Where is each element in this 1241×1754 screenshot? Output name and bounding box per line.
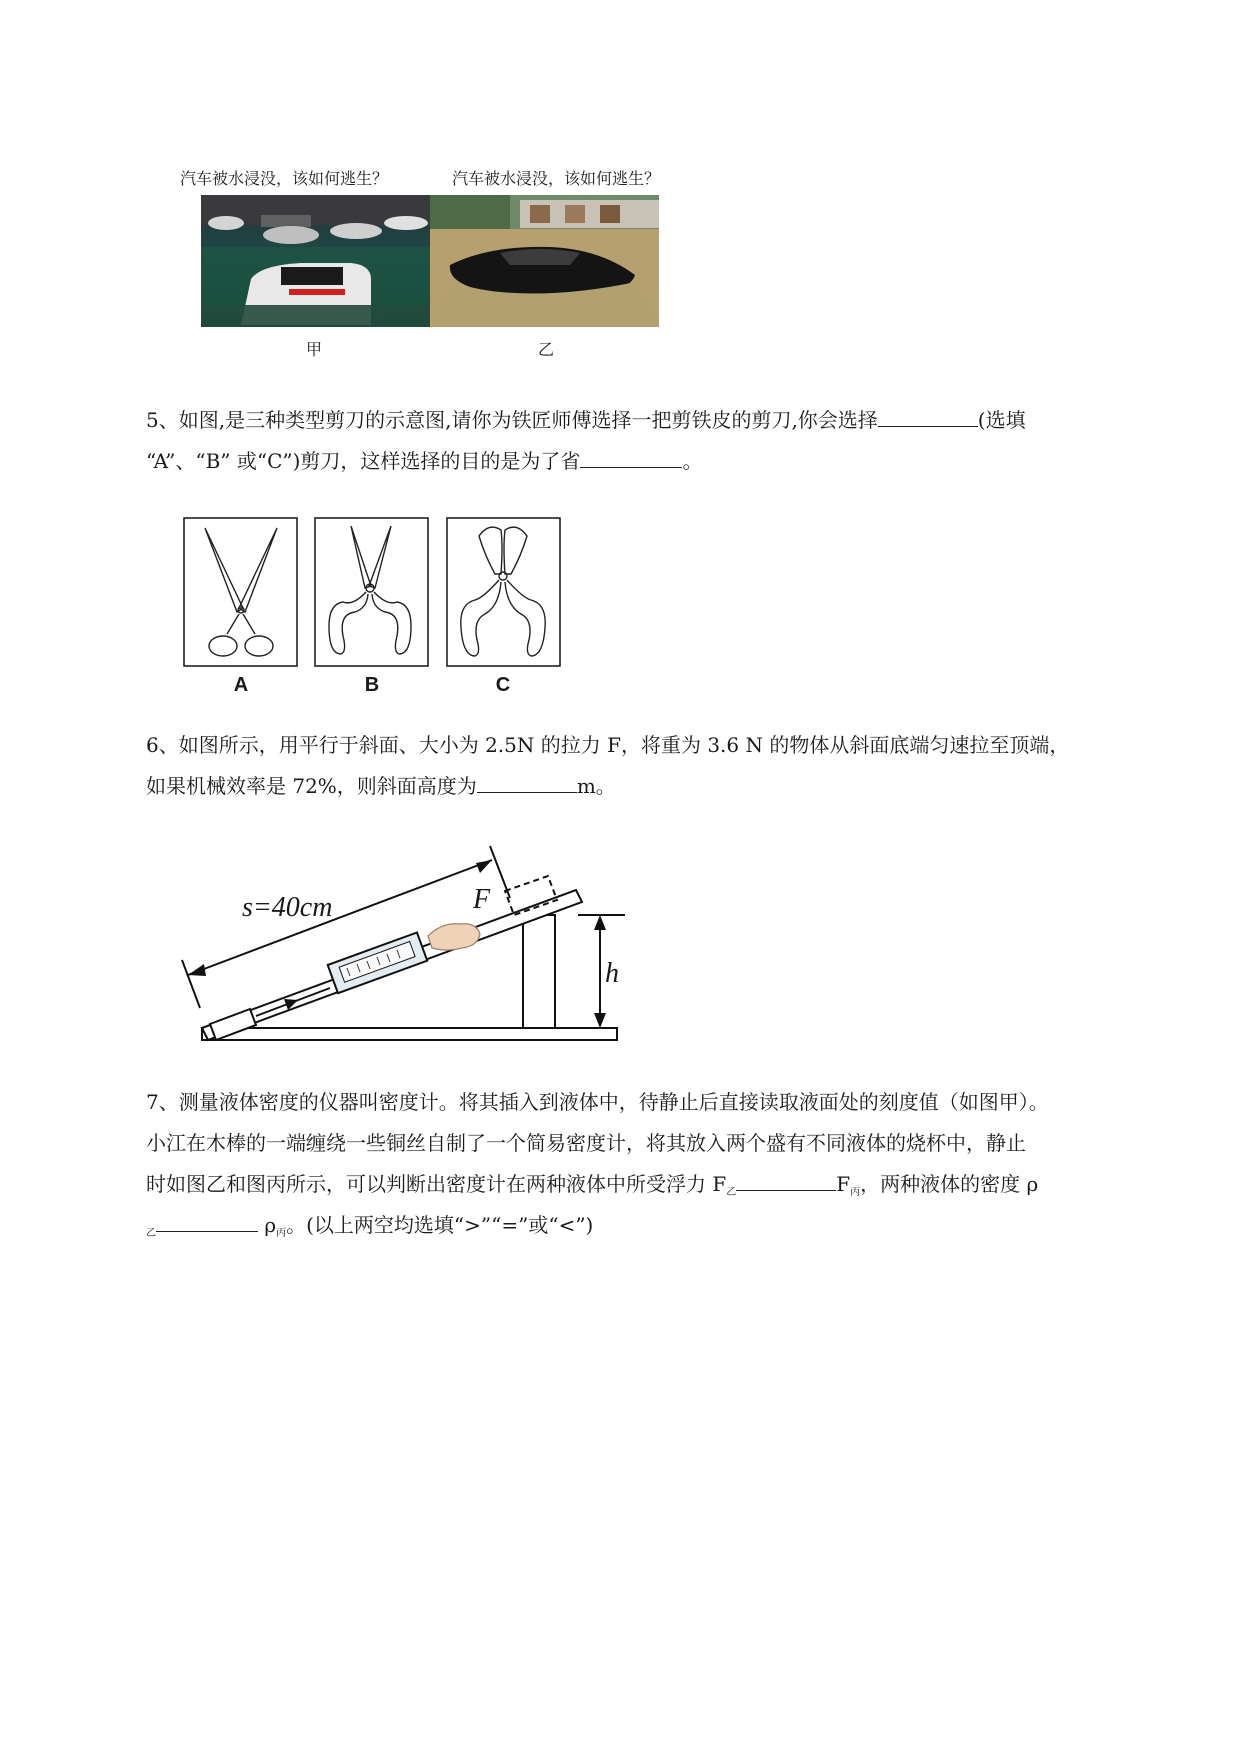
incline-figure xyxy=(180,840,650,1050)
q5-line-2 xyxy=(146,441,702,481)
q5-blank-1[interactable] xyxy=(878,406,978,427)
q7-blank-2[interactable] xyxy=(156,1211,258,1232)
q7-blank-1[interactable] xyxy=(736,1170,836,1191)
q5-line-1 xyxy=(146,400,1026,440)
right-image-caption: 汽车被水浸没，该如何逃生？ xyxy=(452,169,661,188)
hand-icon xyxy=(428,924,480,950)
q5-text-2: “A”、“B” 或“C”)剪刀，这样选择的目的是为了省 xyxy=(146,449,581,473)
scissors-a xyxy=(205,528,277,656)
q5-text-1: 5、如图,是三种类型剪刀的示意图,请你为铁匠师傅选择一把剪铁皮的剪刀,你会选择 xyxy=(146,408,878,432)
q6-text-2-end: m。 xyxy=(576,774,616,798)
fig-h-label: h xyxy=(605,958,619,989)
q7-sub-yi-2: 乙 xyxy=(146,1228,156,1239)
fig-f-label: F xyxy=(473,884,491,915)
q7-text-4b: 。(以上两空均选填“>”“=”或“<”) xyxy=(286,1213,594,1237)
q7-text-3b: F xyxy=(836,1172,851,1196)
q7-line-4 xyxy=(146,1205,593,1254)
scissors-figure xyxy=(183,516,568,701)
q7-text-4a: ρ xyxy=(264,1213,277,1237)
q7-text-3c: ，两种液体的密度 ρ xyxy=(860,1172,1039,1196)
scissors-b xyxy=(329,526,411,654)
left-image-label: 甲 xyxy=(306,340,323,359)
q7-text-1: 7、测量液体密度的仪器叫密度计。将其插入到液体中，待静止后直接读取液面处的刻度值（如图甲）。 xyxy=(146,1090,1049,1114)
scissors-label-b: B xyxy=(364,674,380,696)
q7-sub-yi: 乙 xyxy=(726,1187,737,1198)
flood-photo-yi xyxy=(430,195,659,327)
q6-text-1: 6、如图所示，用平行于斜面、大小为 2.5N 的拉力 F，将重为 3.6 N 的物体从斜面底端匀速拉至顶端， xyxy=(146,733,1070,757)
q5-text-2-end: 。 xyxy=(682,449,703,473)
incline-diagram xyxy=(180,840,650,1050)
scissors-diagram xyxy=(183,516,568,676)
left-image-caption: 汽车被水浸没，该如何逃生？ xyxy=(180,169,389,188)
q6-blank[interactable] xyxy=(477,772,577,793)
q5-blank-2[interactable] xyxy=(580,447,682,468)
scissors-label-a: A xyxy=(233,674,249,696)
scissors-c xyxy=(461,527,545,656)
q7-sub-bing-2: 丙 xyxy=(276,1228,287,1239)
q7-text-3a: 时如图乙和图丙所示，可以判断出密度计在两种液体中所受浮力 F xyxy=(146,1172,727,1196)
right-image-label: 乙 xyxy=(538,340,555,359)
q7-line-1 xyxy=(146,1082,1049,1122)
flood-photo-jia xyxy=(201,195,430,327)
q6-text-2: 如果机械效率是 72%，则斜面高度为 xyxy=(146,774,477,798)
q6-line-2 xyxy=(146,766,616,806)
q7-line-2 xyxy=(146,1123,1026,1163)
q6-line-1 xyxy=(146,725,1069,765)
q5-text-1-end: (选填 xyxy=(977,408,1026,432)
panel-a-frame xyxy=(184,518,297,666)
q7-sub-bing: 丙 xyxy=(850,1187,861,1198)
q7-text-2: 小江在木棒的一端缠绕一些铜丝自制了一个简易密度计，将其放入两个盛有不同液体的烧杯中，静止 xyxy=(146,1131,1026,1155)
fig-s-label: s=40cm xyxy=(242,892,333,923)
scissors-label-c: C xyxy=(495,674,511,696)
